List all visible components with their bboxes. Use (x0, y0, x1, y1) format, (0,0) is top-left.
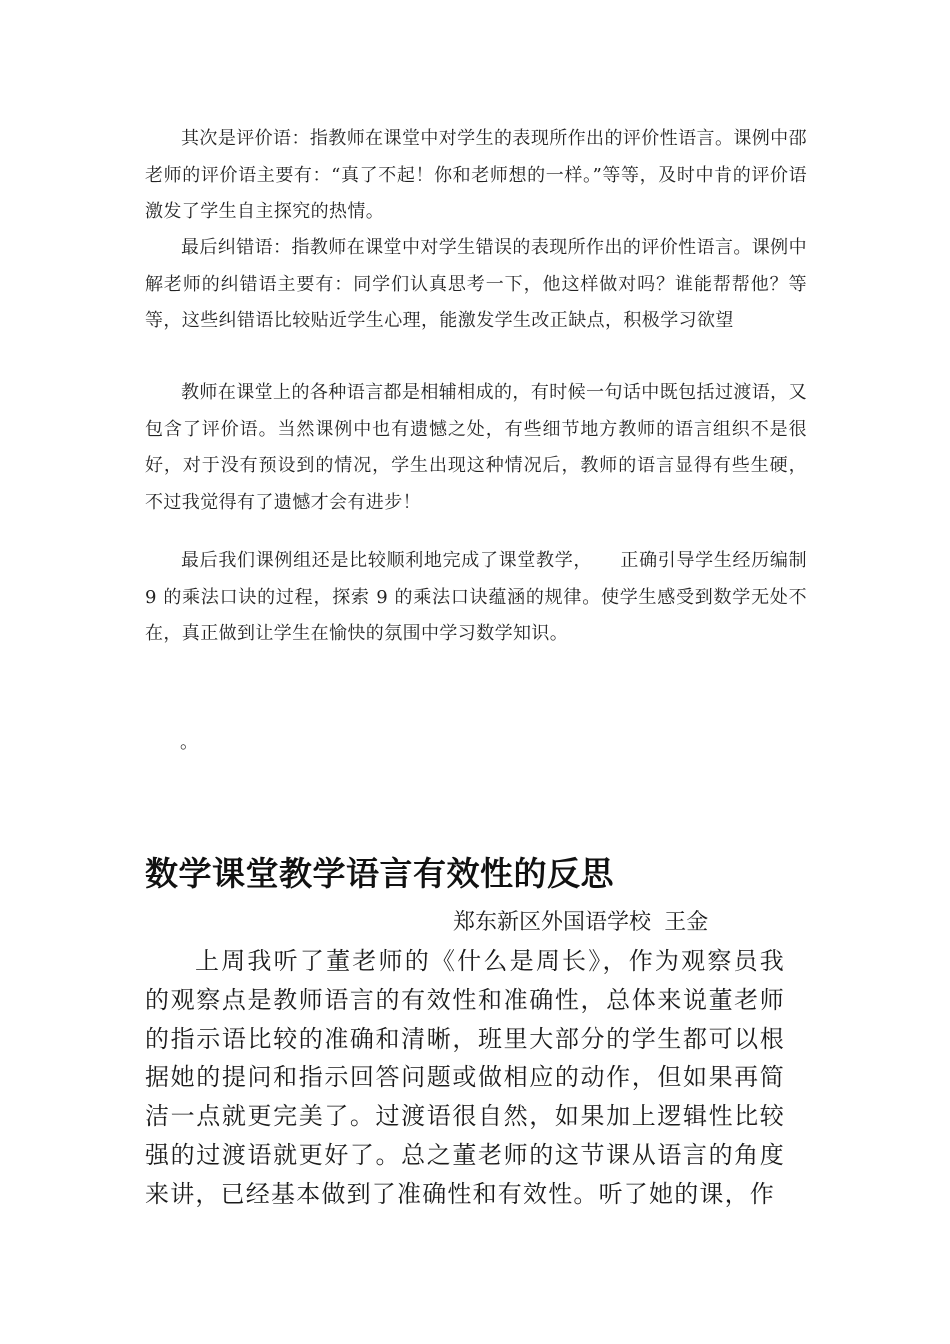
stray-period-mark: 。 (180, 732, 198, 753)
paragraph-lesson-conclusion: 最后我们课例组还是比较顺利地完成了课堂教学， 正确引导学生经历编制 9 的乘法口诀的过程，探索 9 的乘法口诀蕴涵的规律。使学生感受到数学无处不在，真正做到让学生在愉快的氛围中学习数学知识。 (145, 550, 807, 644)
paragraph-language-summary: 教师在课堂上的各种语言都是相辅相成的，有时候一句话中既包括过渡语，又包含了评价语。当然课例中也有遗憾之处，有些细节地方教师的语言组织不是很好，对于没有预设到的情况，学生出现这种情况后，教师的语言显得有些生硬，不过我觉得有了遗憾才会有进步！ (145, 382, 807, 513)
paragraph-evaluation-language: 其次是评价语：指教师在课堂中对学生的表现所作出的评价性语言。课例中邵老师的评价语主要有：“真了不起！你和老师想的一样。”等等，及时中肯的评价语激发了学生自主探究的热情。 (145, 128, 807, 222)
reflection-body-paragraph: 上周我听了董老师的《什么是周长》，作为观察员我的观察点是教师语言的有效性和准确性，总体来说董老师的指示语比较的准确和清晰，班里大部分的学生都可以根据她的提问和指示回答问题或做相应的动作，但如果再简洁一点就更完美了。过渡语很自然，如果加上逻辑性比较强的过渡语就更好了。总之董老师的这节课从语言的角度来讲，已经基本做到了准确性和有效性。听了她的课，作 (145, 947, 785, 1208)
paragraph-correction-language: 最后纠错语：指教师在课堂中对学生错误的表现所作出的评价性语言。课例中解老师的纠错语主要有：同学们认真思考一下，他这样做对吗？谁能帮帮他？等等，这些纠错语比较贴近学生心理，能激发学生改正缺点，积极学习欲望 (145, 237, 807, 331)
section-title: 数学课堂教学语言有效性的反思 (145, 854, 614, 893)
author-byline: 郑东新区外国语学校 王金 (453, 910, 709, 935)
